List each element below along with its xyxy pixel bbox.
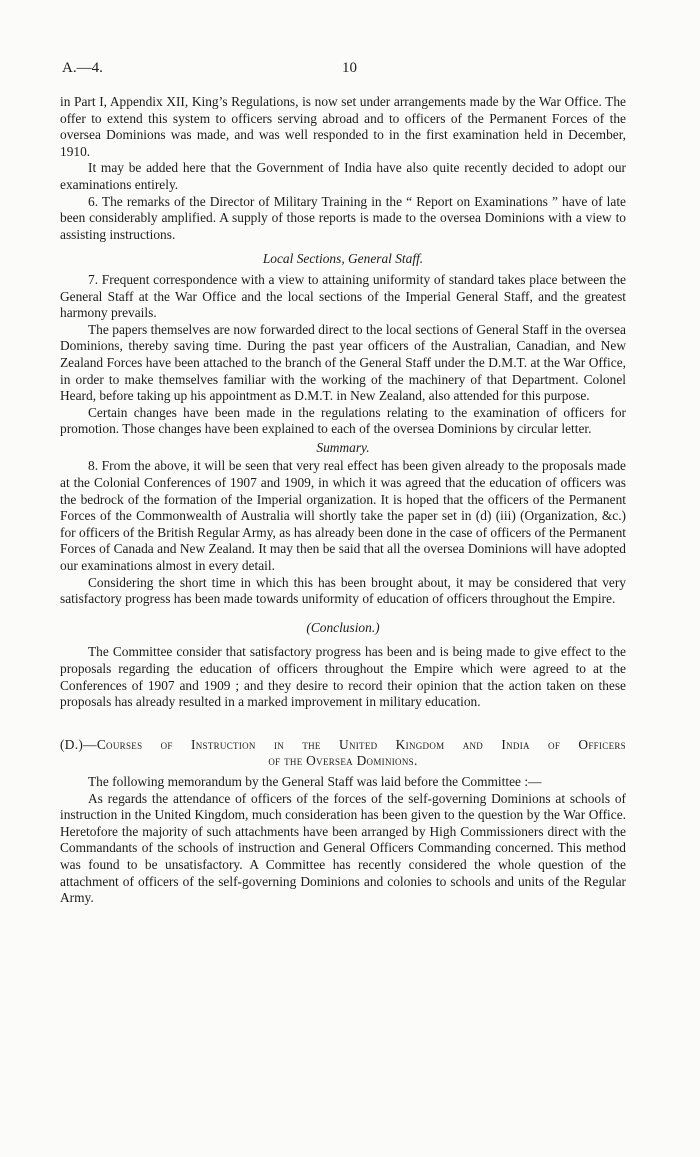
heading-conclusion: (Conclusion.) [306,619,380,635]
paragraph-8: 8. From the above, it will be seen that very real effect has been given already to the proposals made at the Colonial Conferences of 1907 and 1909, in which it was agreed that the education of officers was the bedrock of the formation of the Imperial organization. It is hoped that the officers of the Permanent Forces of the Commonwealth of Australia will shortly take the paper set in (d) (iii) (Organization, &c.) for officers of the British Regular Army, as has already been done in the case of officers of the Permanent Forces of Canada and New Zealand. It may then be said that all the oversea Dominions will have adopted our examinations almost in every detail. [60,458,626,574]
paragraph-india: It may be added here that the Government of India have also quite recently decided to adopt our examinations entirely. [60,160,626,192]
section-d-heading-line1: (D.)—Courses of Instruction in the United Kingdom and India of Officers [60,736,626,752]
section-d-heading-line2: of the Oversea Dominions. [268,753,418,769]
page-number: 10 [342,60,357,76]
paragraph-changes: Certain changes have been made in the regulations relating to the examination of officers for promotion. Those changes have been explained to each of the oversea Dominions by circular letter. [60,404,626,437]
paragraph-papers: The papers themselves are now forwarded direct to the local sections of General Staff in the oversea Dominions, thereby saving time. During the past year officers of the Australian, Canadian, and New Zealand Forces have been attached to the branch of the General Staff under the D.M.T. at the War Office, in order to make themselves familiar with the working of the machinery of that Department. Colonel Heard, before taking up his appointment as D.M.T. in New Zealand, also attended for this purpose. [60,321,626,404]
paragraph-6: 6. The remarks of the Director of Military Training in the “ Report on Examinations ” have of late been considerably amplified. A supply of those reports is made to the oversea Dominions with a view to assisting instructions. [60,193,626,242]
paragraph-memorandum-intro: The following memorandum by the General Staff was laid before the Committee :— [88,773,542,789]
paragraph-attendance: As regards the attendance of officers of the forces of the self-governing Dominions at schools of instruction in the United Kingdom, much consideration has been given to the question by the War Office. Heretofore the majority of such attachments have been arranged by High Commissioners direct with the Commandants of the schools of instruction and General Officers Commanding concerned. This method was found to be unsatisfactory. A Committee has recently considered the whole question of the attachment of officers of the self-governing Dominions and colonies to schools and units of the Regular Army. [60,790,626,906]
paragraph-7: 7. Frequent correspondence with a view to attaining uniformity of standard takes place between the General Staff at the War Office and the local sections of the Imperial General Staff, and the greatest harmony prevails. [60,271,626,321]
document-body [60,94,626,907]
paragraph-committee-conclusion: The Committee consider that satisfactory progress has been and is being made to give effect to the proposals regarding the education of officers throughout the Empire which were agreed to at the Conferences of 1907 and 1909 ; and they desire to record their opinion that the action taken on these proposals has already resulted in a marked improvement in military education. [60,644,626,710]
paragraph-continuation: in Part I, Appendix XII, King’s Regulations, is now set under arrangements made by the War Office. The offer to extend this system to officers serving abroad and to officers of the Permanent Forces of the oversea Dominions was made, and was well responded to in the first examination held in December, 1910. [60,94,626,159]
paragraph-considering: Considering the short time in which this has been brought about, it may be considered that very satisfactory progress has been made towards uniformity of education of officers throughout the Empire. [60,574,626,607]
section-d-heading [60,737,626,770]
document-reference: A.—4. [62,60,103,76]
heading-summary: Summary. [316,439,370,455]
heading-local-sections: Local Sections, General Staff. [262,251,424,267]
